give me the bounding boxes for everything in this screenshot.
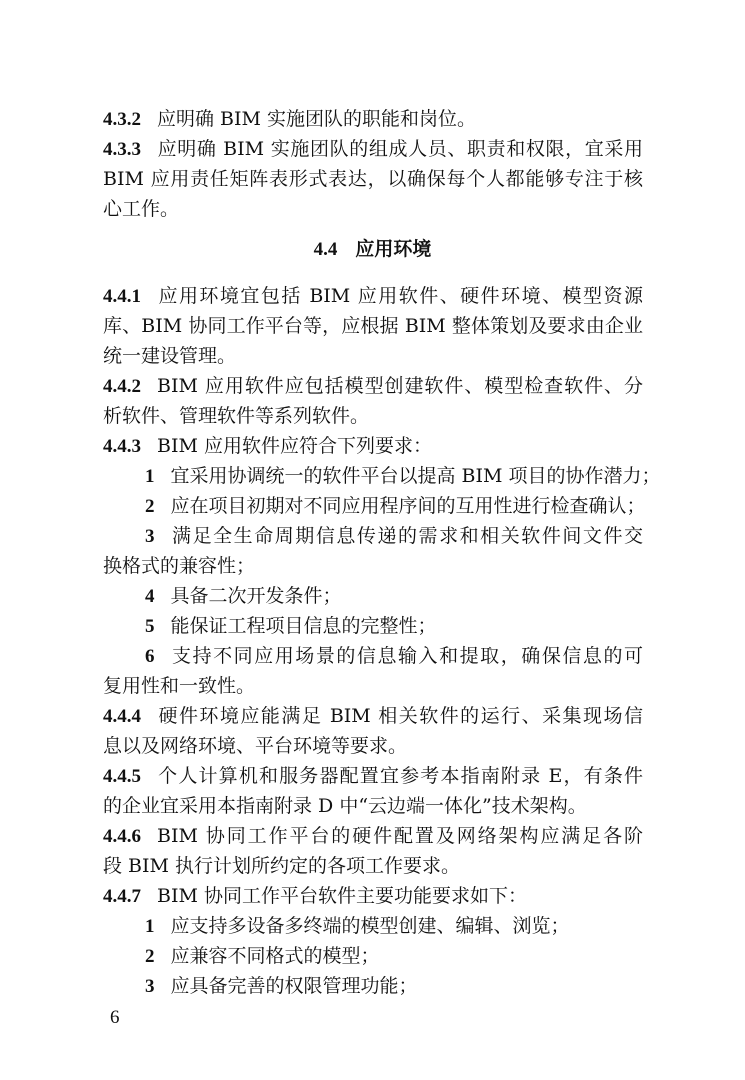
item-number: 1 [145,466,155,487]
clause-text: BIM 协同工作平台的硬件配置及网络架构应满足各阶 [157,825,643,847]
item-text: 具备二次开发条件； [170,585,342,607]
clause-number: 4.4.3 [103,436,141,457]
list-item-1b [145,911,643,942]
clause-4-3-3-line-2: BIM 应用责任矩阵表形式表达，以确保每个人都能够专注于核 [103,168,643,190]
item-number: 3 [145,526,155,547]
item-text: 应具备完善的权限管理功能； [170,975,418,997]
list-item-6-line-2: 复用性和一致性。 [103,675,256,697]
item-number: 3 [145,976,155,997]
item-number: 2 [145,946,155,967]
clause-number: 4.4.4 [103,706,141,727]
list-item-3-line-2: 换格式的兼容性； [103,555,256,577]
list-item-3b [145,971,643,1002]
item-number: 1 [145,916,155,937]
clause-4-4-6-line-2: 段 BIM 执行计划所约定的各项工作要求。 [103,855,461,877]
clause-4-3-2-line-1 [103,104,643,135]
clause-text: BIM 协同工作平台软件主要功能要求如下： [157,885,527,907]
clause-number: 4.4.6 [103,826,141,847]
item-text: 应兼容不同格式的模型； [170,945,380,967]
list-item-5 [145,611,643,642]
clause-4-4-4-line-2: 息以及网络环境、平台环境等要求。 [103,735,408,757]
clause-4-4-7-line-1 [103,881,643,912]
item-text: 宜采用协调统一的软件平台以提高 BIM 项目的协作潜力； [170,465,661,487]
heading-number: 4.4 [313,239,338,260]
clause-4-4-5-line-1 [103,761,643,792]
list-item-4 [145,581,643,612]
item-text: 满足全生命周期信息传递的需求和相关软件间文件交 [170,525,643,547]
clause-4-4-1-line-1 [103,281,643,312]
clause-text: 应明确 BIM 实施团队的职能和岗位。 [157,108,477,130]
item-number: 5 [145,616,155,637]
list-item-1 [145,461,661,492]
list-item-2 [145,491,646,522]
clause-text: 应明确 BIM 实施团队的组成人员、职责和权限，宜采用 [157,138,643,160]
item-text: 支持不同应用场景的信息输入和提取，确保信息的可 [170,645,643,667]
clause-number: 4.3.3 [103,139,141,160]
clause-number: 4.4.1 [103,286,141,307]
list-item-3-line-1 [145,521,643,552]
clause-text: BIM 应用软件应包括模型创建软件、模型检查软件、分 [157,375,643,397]
clause-text: 个人计算机和服务器配置宜参考本指南附录 E，有条件 [157,765,643,787]
section-heading [0,234,745,265]
clause-text: BIM 应用软件应符合下列要求： [157,435,432,457]
clause-number: 4.4.5 [103,766,141,787]
heading-title: 应用环境 [355,238,432,260]
clause-number: 4.3.2 [103,109,141,130]
clause-number: 4.4.7 [103,886,141,907]
list-item-2b [145,941,643,972]
item-number: 6 [145,646,155,667]
item-number: 4 [145,586,155,607]
list-item-6-line-1 [145,641,643,672]
clause-number: 4.4.2 [103,376,141,397]
clause-4-3-3-line-1 [103,134,643,165]
clause-4-4-2-line-2: 析软件、管理软件等系列软件。 [103,405,370,427]
clause-4-4-1-line-2: 库、BIM 协同工作平台等，应根据 BIM 整体策划及要求由企业 [103,315,643,337]
item-text: 应支持多设备多终端的模型创建、编辑、浏览； [170,915,570,937]
clause-4-4-2-line-1 [103,371,643,402]
item-number: 2 [145,496,155,517]
clause-4-4-1-line-3: 统一建设管理。 [103,345,237,367]
clause-4-4-4-line-1 [103,701,643,732]
clause-4-3-3-line-3: 心工作。 [103,198,180,220]
item-text: 应在项目初期对不同应用程序间的互用性进行检查确认； [170,495,646,517]
page-number: 6 [110,1007,120,1028]
clause-4-4-6-line-1 [103,821,643,852]
clause-text: 应用环境宜包括 BIM 应用软件、硬件环境、模型资源 [157,285,643,307]
item-text: 能保证工程项目信息的完整性； [170,615,437,637]
clause-4-4-5-line-2: 的企业宜采用本指南附录 D 中“云边端一体化”技术架构。 [103,795,587,817]
clause-4-4-3-line-1 [103,431,643,462]
clause-text: 硬件环境应能满足 BIM 相关软件的运行、采集现场信 [157,705,643,727]
